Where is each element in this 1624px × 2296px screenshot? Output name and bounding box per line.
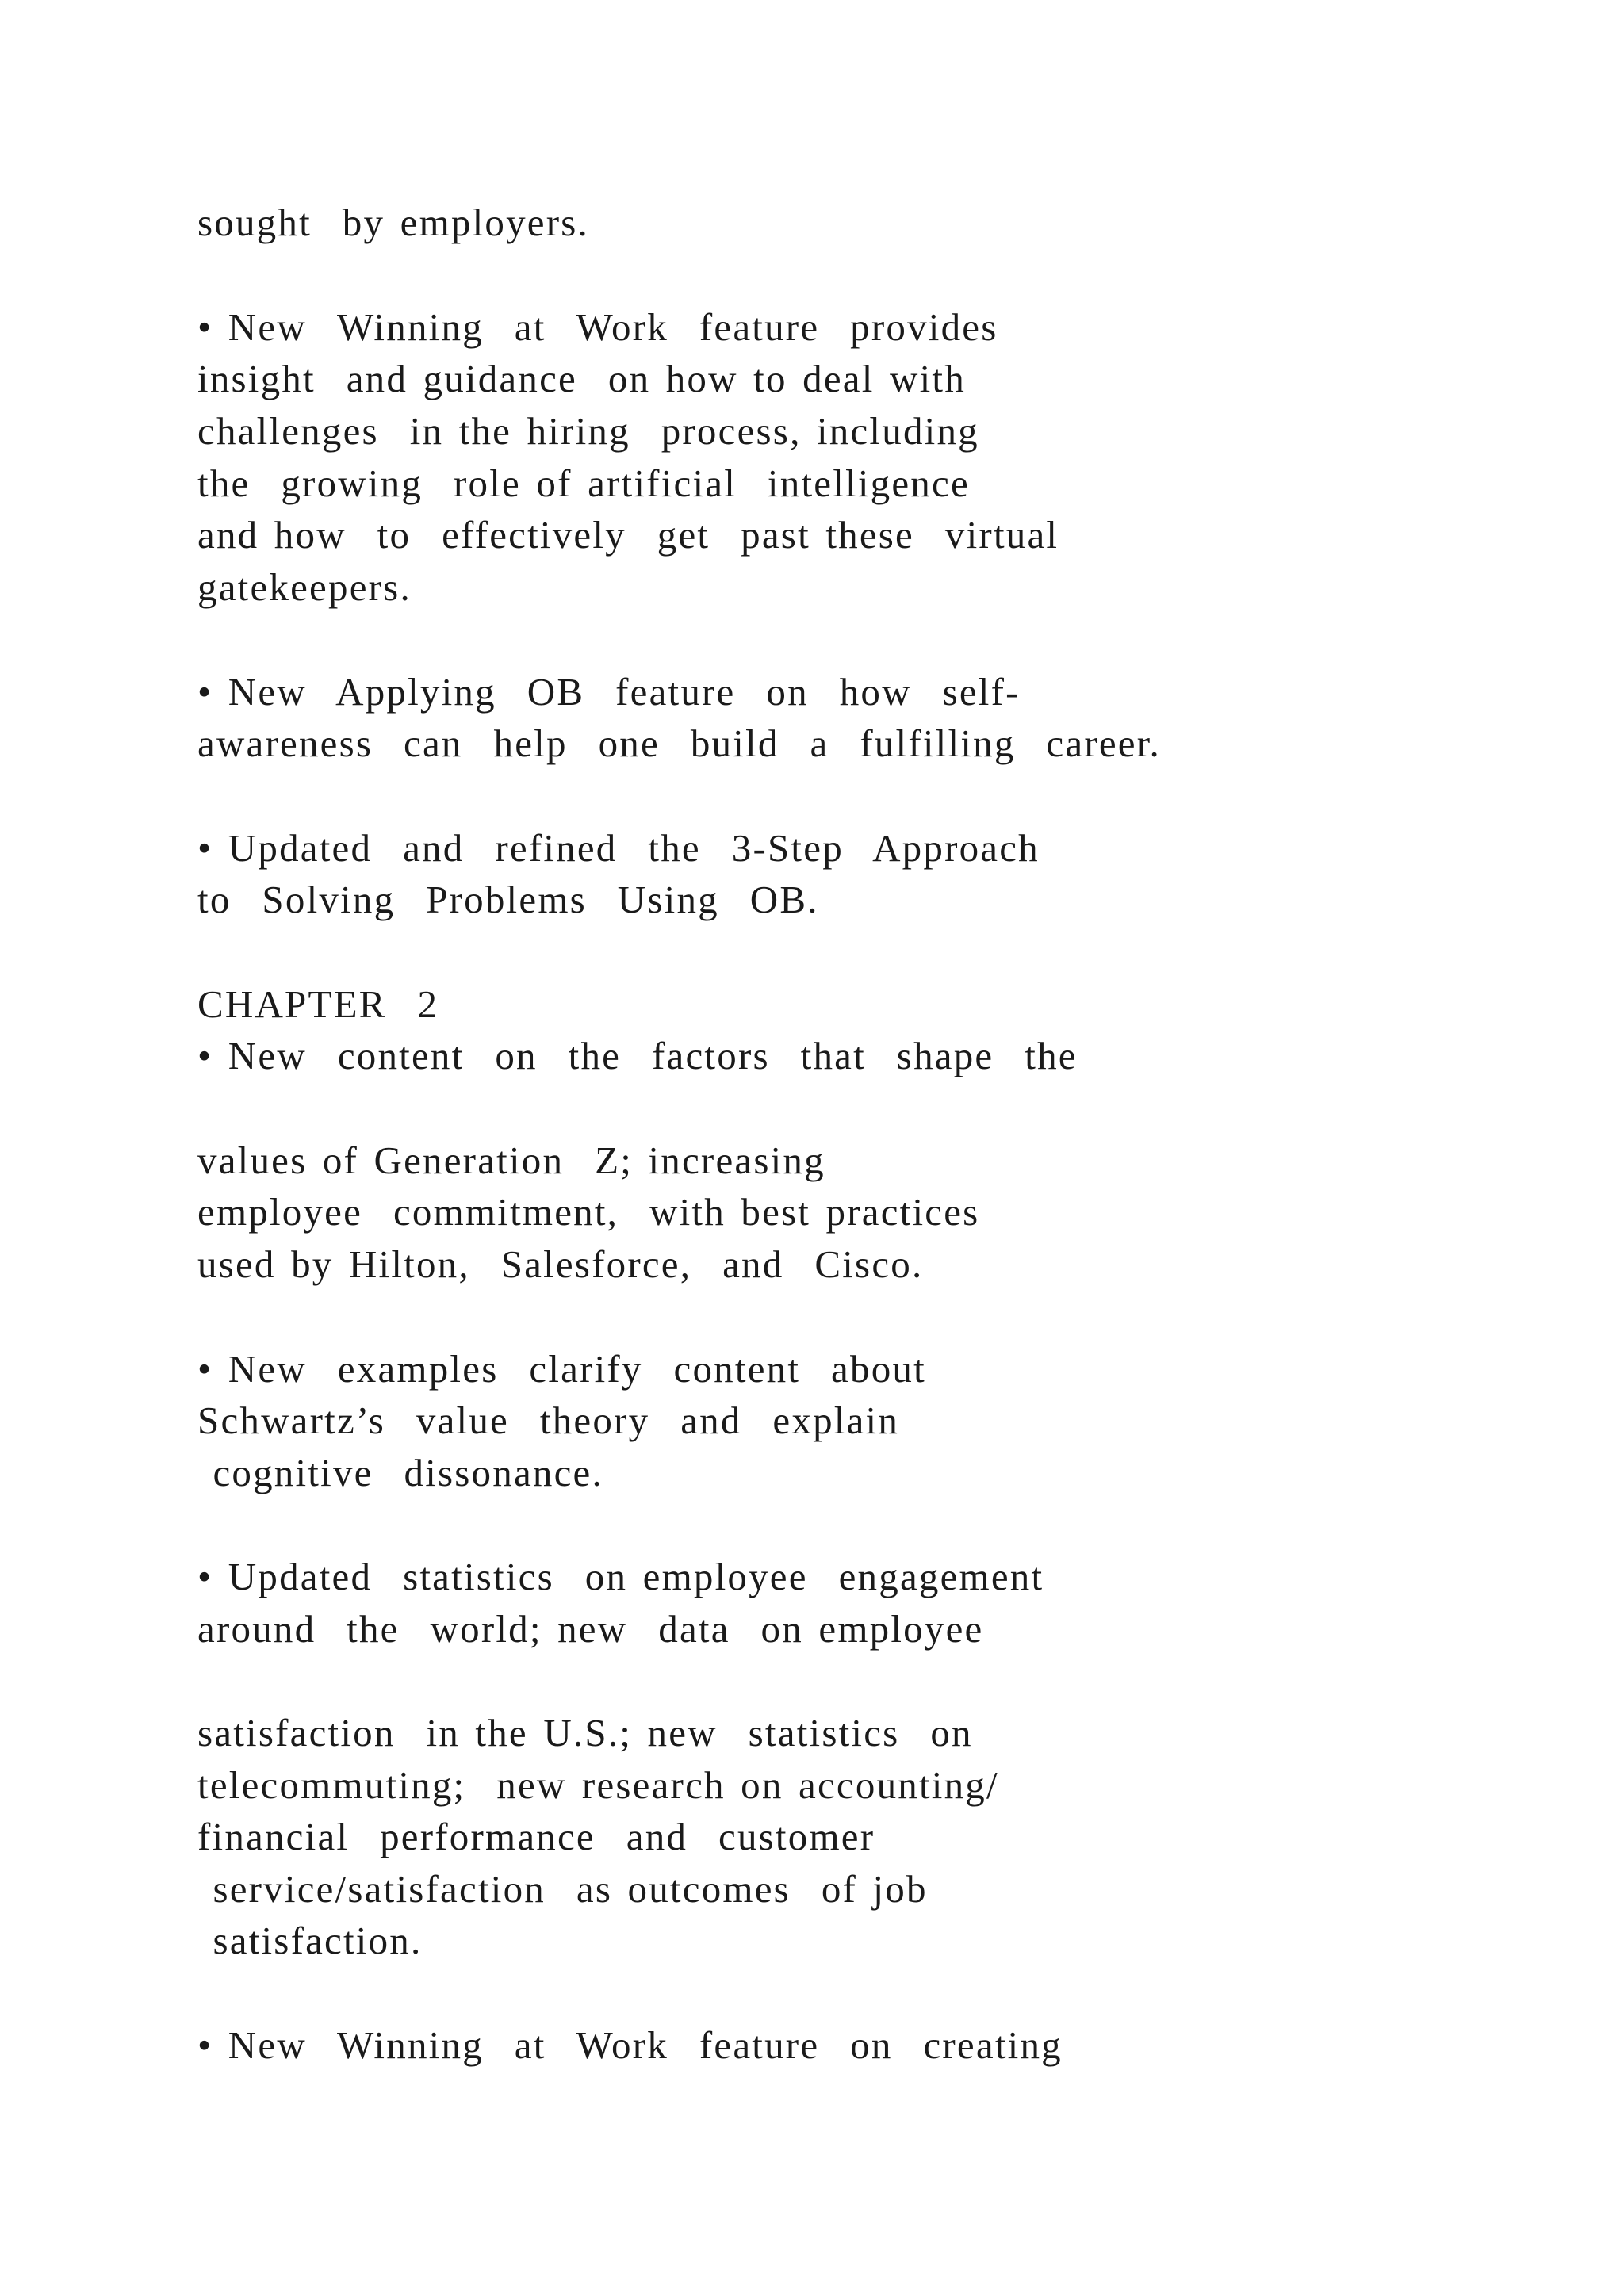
text-line: awareness can help one build a fulfilling career. (197, 721, 1161, 765)
bullet-item-line: • Updated statistics on employee engagement (197, 1555, 1044, 1598)
text-line: and how to effectively get past these virtual (197, 513, 1059, 557)
text-line: around the world; new data on employee (197, 1607, 984, 1651)
text-line: cognitive dissonance. (197, 1451, 603, 1494)
bullet-item-line: • Updated and refined the 3-Step Approach (197, 826, 1040, 870)
text-line: gatekeepers. (197, 565, 412, 609)
chapter-heading: CHAPTER 2 (197, 982, 439, 1026)
bullet-item-line: • New Winning at Work feature provides (197, 305, 998, 349)
text-line: to Solving Problems Using OB. (197, 878, 819, 921)
bullet-item-line: • New Applying OB feature on how self- (197, 670, 1021, 714)
text-line: insight and guidance on how to deal with (197, 357, 966, 400)
text-line: satisfaction in the U.S.; new statistics on (197, 1711, 973, 1755)
text-line: satisfaction. (197, 1919, 423, 1962)
text-line: used by Hilton, Salesforce, and Cisco. (197, 1242, 924, 1286)
text-line: values of Generation Z; increasing (197, 1138, 825, 1182)
text-line: the growing role of artificial intelligence (197, 461, 970, 505)
text-line: telecommuting; new research on accounting/ (197, 1763, 999, 1807)
text-line: service/satisfaction as outcomes of job (197, 1867, 928, 1911)
bullet-item-line: • New Winning at Work feature on creating (197, 2023, 1063, 2067)
bullet-item-line: • New content on the factors that shape the (197, 1034, 1078, 1077)
text-line: employee commitment, with best practices (197, 1190, 980, 1234)
text-line: challenges in the hiring process, including (197, 409, 979, 453)
text-line: Schwartz’s value theory and explain (197, 1399, 900, 1442)
bullet-item-line: • New examples clarify content about (197, 1347, 926, 1391)
text-line: sought by employers. (197, 201, 589, 244)
text-line: financial performance and customer (197, 1815, 875, 1858)
